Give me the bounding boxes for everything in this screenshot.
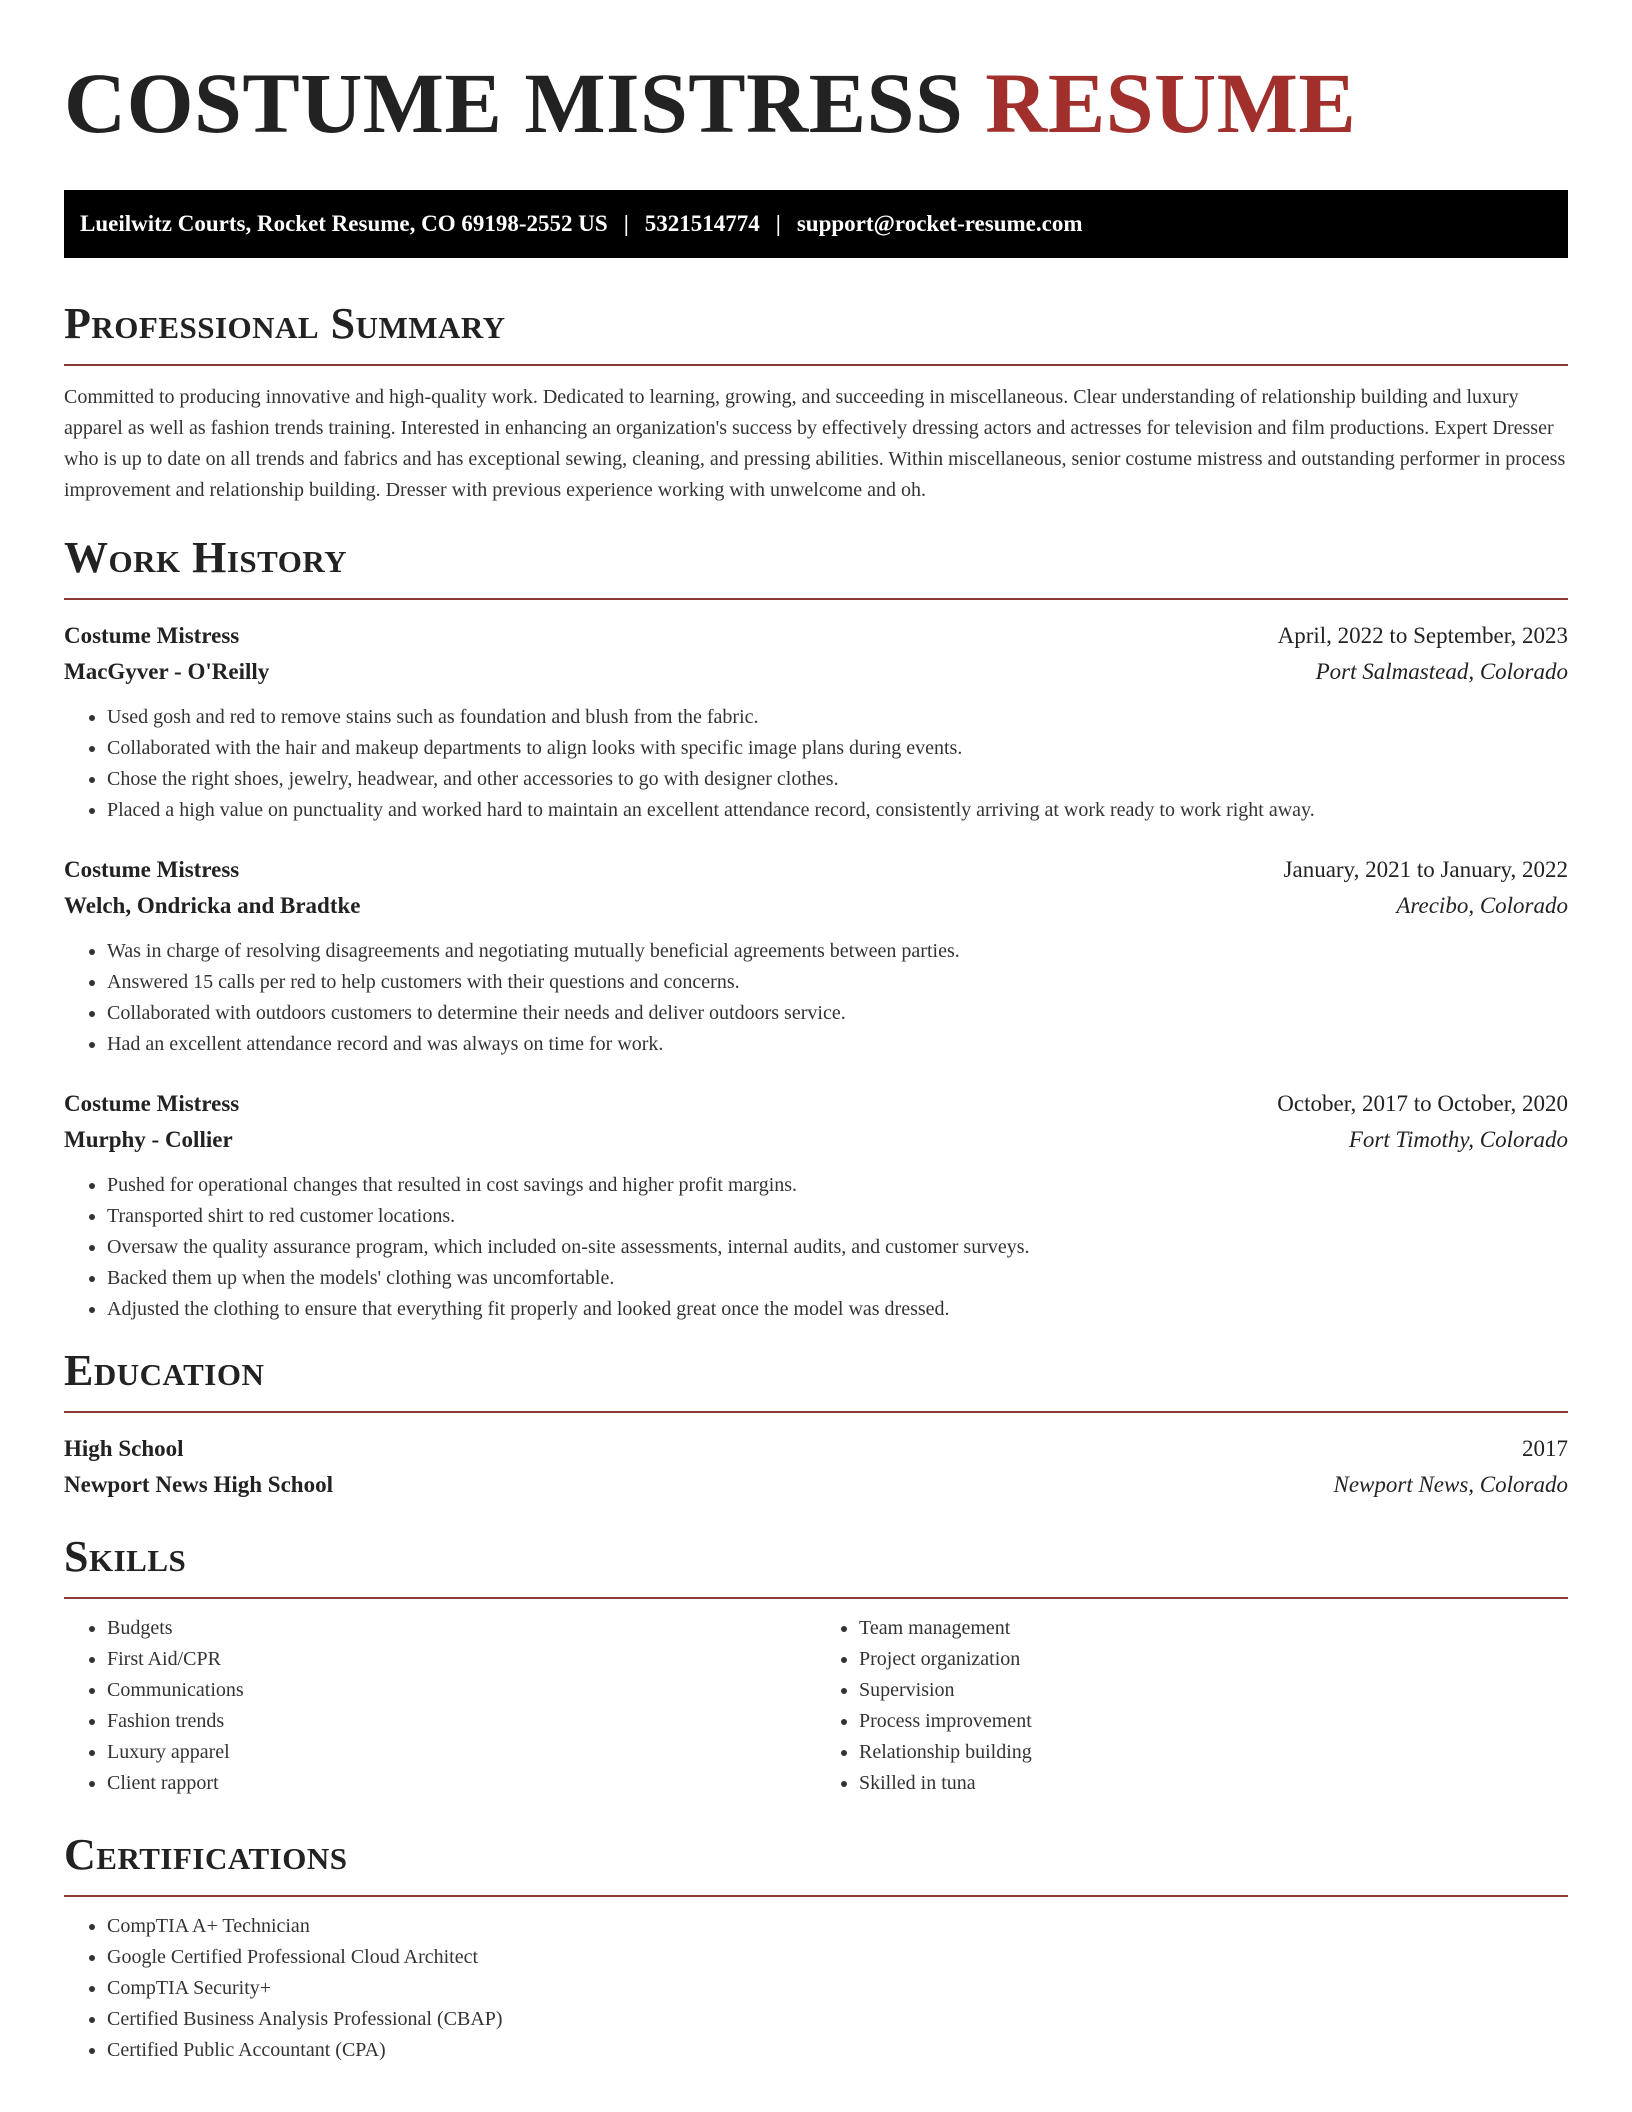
- summary-section: [64, 300, 1568, 506]
- job-company-row: [64, 888, 1568, 924]
- section-heading-skills: Skills: [64, 1532, 187, 1581]
- summary-text: Committed to producing innovative and high-quality work. Dedicated to learning, growing, and succeeding in miscellaneous. Clear understanding of relationship building and luxury apparel as well as fashion trends training. Interested in enhancing an organization's success by effectively dressing actors and actresses for television and film productions. Expert Dresser who is up to date on all trends and fabrics and has exceptional sewing, cleaning, and pressing abilities. Within miscellaneous, senior costume mistress and outstanding performer in process improvement and relationship building. Dresser with previous experience working with unwelcome and oh.: [64, 386, 1566, 501]
- skill-item: • Process improvement: [859, 1706, 1568, 1737]
- education-year: 2017: [1522, 1436, 1568, 1461]
- job-company: Welch, Ondricka and Bradtke: [64, 893, 361, 918]
- job-title: Costume Mistress: [64, 1091, 240, 1116]
- skill-item: • Skilled in tuna: [859, 1768, 1568, 1799]
- section-heading-work: Work History: [64, 533, 348, 582]
- contact-phone[interactable]: 5321514774: [644, 211, 760, 236]
- job-bullet: • Adjusted the clothing to ensure that everything fit properly and looked great once the model was dressed.: [107, 1294, 1568, 1325]
- skill-item: • Project organization: [859, 1644, 1568, 1675]
- title-main: COSTUME MISTRESS: [64, 55, 964, 151]
- job-location: Fort Timothy, Colorado: [1348, 1127, 1568, 1152]
- job-header-row: [64, 1086, 1568, 1122]
- certification-item: • CompTIA A+ Technician: [107, 1911, 1568, 1942]
- job-company-row: [64, 654, 1568, 690]
- job-company: MacGyver - O'Reilly: [64, 659, 270, 684]
- skills-list-right: [816, 1613, 1568, 1799]
- skill-item: • Supervision: [859, 1675, 1568, 1706]
- skill-item: • Fashion trends: [107, 1706, 816, 1737]
- section-divider: [64, 598, 1568, 600]
- skill-item: • Luxury apparel: [107, 1737, 816, 1768]
- skills-grid: [64, 1599, 1568, 1799]
- section-divider: [64, 364, 1568, 366]
- skill-item: • Team management: [859, 1613, 1568, 1644]
- contact-separator: |: [775, 211, 781, 236]
- job-dates: January, 2021 to January, 2022: [1283, 857, 1568, 882]
- contact-bar: [64, 190, 1568, 258]
- job-title: Costume Mistress: [64, 857, 240, 882]
- section-divider: [64, 1411, 1568, 1413]
- certification-item: • CompTIA Security+: [107, 1973, 1568, 2004]
- job-company-row: [64, 1122, 1568, 1158]
- education-section: [64, 1347, 1568, 1503]
- education-header-row: [64, 1431, 1568, 1467]
- skill-item: • Communications: [107, 1675, 816, 1706]
- job-location: Port Salmastead, Colorado: [1315, 659, 1568, 684]
- skill-item: • Relationship building: [859, 1737, 1568, 1768]
- job-bullet: • Placed a high value on punctuality and worked hard to maintain an excellent attendance record, consistently arriving at work ready to work right away.: [107, 795, 1568, 826]
- title-accent: RESUME: [985, 55, 1357, 151]
- contact-address: Lueilwitz Courts, Rocket Resume, CO 69198-2552 US: [80, 211, 608, 236]
- education-entry: [64, 1431, 1568, 1503]
- job-title: Costume Mistress: [64, 623, 240, 648]
- job-company: Murphy - Collier: [64, 1127, 233, 1152]
- job-bullet: • Collaborated with the hair and makeup departments to align looks with specific image plans during events.: [107, 733, 1568, 764]
- job-entry: [64, 852, 1568, 1060]
- skill-item: • Client rapport: [107, 1768, 816, 1799]
- skill-item: • First Aid/CPR: [107, 1644, 816, 1675]
- job-bullet: • Chose the right shoes, jewelry, headwear, and other accessories to go with designer clothes.: [107, 764, 1568, 795]
- job-bullet: • Transported shirt to red customer locations.: [107, 1201, 1568, 1232]
- job-bullets: [64, 702, 1568, 826]
- education-location: Newport News, Colorado: [1333, 1472, 1568, 1497]
- job-bullets: [64, 936, 1568, 1060]
- job-entry: [64, 1086, 1568, 1325]
- section-heading-certifications: Certifications: [64, 1830, 348, 1879]
- skills-list-left: [64, 1613, 816, 1799]
- certification-item: • Certified Business Analysis Professional (CBAP): [107, 2004, 1568, 2035]
- job-dates: October, 2017 to October, 2020: [1277, 1091, 1568, 1116]
- job-bullet: • Oversaw the quality assurance program, which included on-site assessments, internal audits, and customer surveys.: [107, 1232, 1568, 1263]
- education-degree: High School: [64, 1436, 184, 1461]
- job-bullet: • Answered 15 calls per red to help customers with their questions and concerns.: [107, 967, 1568, 998]
- job-entry: [64, 618, 1568, 826]
- skills-section: [64, 1533, 1568, 1799]
- skill-item: • Budgets: [107, 1613, 816, 1644]
- certifications-section: [64, 1831, 1568, 2066]
- certifications-list: [64, 1911, 1568, 2066]
- resume-title: [64, 55, 1568, 151]
- job-header-row: [64, 852, 1568, 888]
- work-section: [64, 534, 1568, 1325]
- job-header-row: [64, 618, 1568, 654]
- education-school: Newport News High School: [64, 1472, 333, 1497]
- job-bullet: • Collaborated with outdoors customers to determine their needs and deliver outdoors service.: [107, 998, 1568, 1029]
- certification-item: • Google Certified Professional Cloud Architect: [107, 1942, 1568, 1973]
- education-school-row: [64, 1467, 1568, 1503]
- section-heading-education: Education: [64, 1346, 265, 1395]
- job-location: Arecibo, Colorado: [1396, 893, 1568, 918]
- job-bullet: • Had an excellent attendance record and was always on time for work.: [107, 1029, 1568, 1060]
- section-heading-summary: Professional Summary: [64, 299, 506, 348]
- job-bullet: • Used gosh and red to remove stains such as foundation and blush from the fabric.: [107, 702, 1568, 733]
- job-bullets: [64, 1170, 1568, 1325]
- certification-item: • Certified Public Accountant (CPA): [107, 2035, 1568, 2066]
- job-bullet: • Backed them up when the models' clothing was uncomfortable.: [107, 1263, 1568, 1294]
- contact-separator: |: [623, 211, 629, 236]
- job-bullet: • Pushed for operational changes that resulted in cost savings and higher profit margins.: [107, 1170, 1568, 1201]
- contact-email[interactable]: support@rocket-resume.com: [796, 211, 1083, 236]
- job-dates: April, 2022 to September, 2023: [1277, 623, 1568, 648]
- section-divider: [64, 1895, 1568, 1897]
- job-bullet: • Was in charge of resolving disagreements and negotiating mutually beneficial agreements between parties.: [107, 936, 1568, 967]
